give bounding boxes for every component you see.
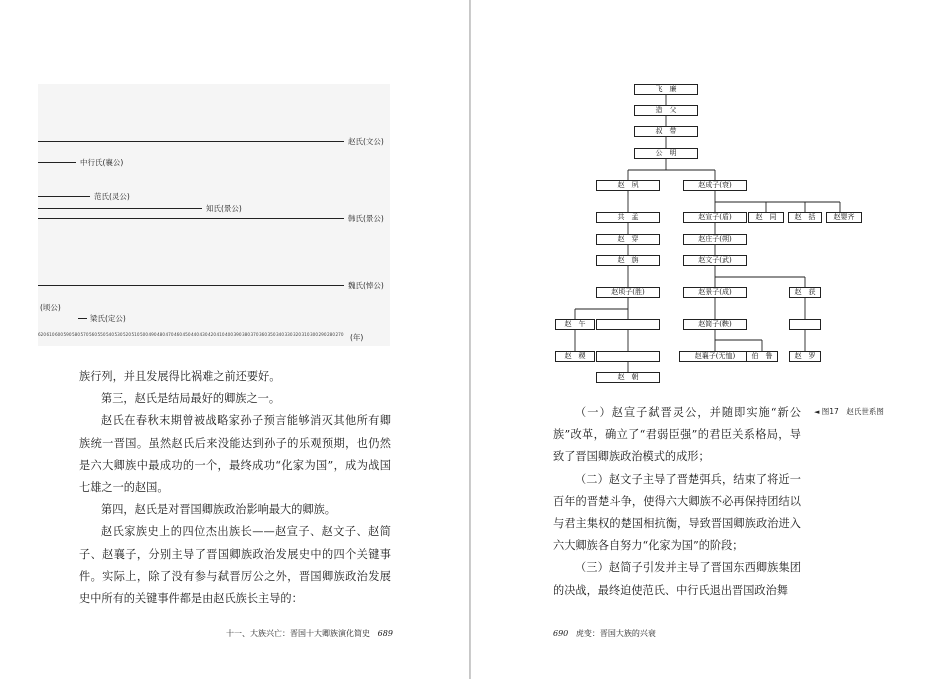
paragraph: 赵氏在春秋末期曾被战略家孙子预言能够消灭其他所有卿族统一晋国。虽然赵氏后来没能达到孙子的乐观预期，也仍然是六大卿族中最成功的一个，最终成功“化家为国”，成为战国七雄之一的赵国。 [79, 414, 391, 495]
tree-node-zhaowu: 赵 午 [555, 319, 595, 330]
timeline-year-tick: 610 [46, 332, 55, 337]
timeline-year-tick: 430 [199, 332, 208, 337]
caption-marker: ◄ [814, 408, 820, 416]
timeline-bar-han [38, 218, 344, 219]
timeline-year-tick: 310 [301, 332, 310, 337]
timeline-year-tick: 540 [106, 332, 114, 337]
timeline-year-tick: 320 [293, 332, 301, 337]
timeline-year-tick: 350 [267, 332, 276, 337]
timeline-year-tick: 330 [284, 332, 293, 337]
left-body-text [79, 366, 391, 610]
tree-node-zhaojianzi: 赵简子(鞅) [683, 319, 747, 330]
timeline-year-tick: 290 [318, 332, 327, 337]
running-title: 十一、大族兴亡：晋国十大卿族演化简史 [226, 629, 370, 638]
paragraph: 第四，赵氏是对晋国卿族政治影响最大的卿族。 [101, 503, 336, 517]
timeline-year-tick: 270 [335, 332, 344, 337]
paragraph: （三）赵简子引发并主导了晋国东西卿族集团的决战，最终迫使范氏、中行氏退出晋国政治舞 [553, 561, 801, 597]
tree-node-zhaojingzi: 赵景子(成) [683, 287, 747, 298]
right-body-text [553, 402, 801, 602]
paragraph: （一）赵宣子弑晋灵公，并随即实施“新公族”改革，确立了“君弱臣强”的君臣关系格局，导致了晋国卿族政治模式的成形； [553, 406, 801, 464]
figure-caption [814, 406, 884, 417]
timeline-year-tick: 360 [259, 332, 267, 337]
timeline-year-tick: 370 [250, 332, 259, 337]
left-page [0, 0, 470, 679]
timeline-bar-zhi [38, 208, 202, 209]
running-title: 虎变：晋国大族的兴衰 [575, 629, 656, 638]
timeline-label-qinggong: (顷公) [40, 303, 61, 312]
timeline-year-tick: 500 [140, 332, 148, 337]
tree-node-zhaochuan: 赵 穿 [596, 234, 660, 245]
tree-node-zhaokuo: 赵 括 [788, 212, 822, 223]
clan-timeline-figure [38, 84, 390, 346]
tree-node-zhaoluo: 赵 罗 [789, 351, 821, 362]
timeline-year-tick: 440 [191, 332, 199, 337]
timeline-label-liang: 梁氏(定公) [90, 314, 126, 323]
timeline-year-tick: 520 [123, 332, 131, 337]
tree-node-gongming: 公 明 [634, 148, 698, 159]
timeline-label-zhonghang: 中行氏(襄公) [80, 158, 124, 167]
zhao-genealogy-tree [550, 78, 870, 388]
tree-node-shudai: 叔 带 [634, 126, 698, 137]
timeline-year-tick: 580 [72, 332, 80, 337]
timeline-year-axis [38, 330, 390, 342]
tree-node-zhaozhao: 赵 朝 [596, 372, 660, 383]
paragraph: 第三，赵氏是结局最好的卿族之一。 [101, 392, 281, 406]
timeline-bar-zhonghang [38, 162, 76, 163]
caption-text: 图17 赵氏世系图 [821, 407, 884, 416]
tree-node-zhaotong: 赵 同 [748, 212, 784, 223]
timeline-year-tick: 300 [310, 332, 318, 337]
tree-node-blank [596, 351, 660, 362]
timeline-year-tick: 280 [327, 332, 335, 337]
paragraph: 赵氏家族史上的四位杰出族长——赵宣子、赵文子、赵简子、赵襄子，分别主导了晋国卿族政治发展史中的四个关键事件。实际上，除了没有参与弑晋厉公之外，晋国卿族政治发展史中所有的关键事件都是由赵氏族长主导的： [79, 525, 391, 606]
timeline-year-tick: 560 [89, 332, 97, 337]
timeline-year-tick: 380 [242, 332, 250, 337]
timeline-year-tick: 460 [174, 332, 182, 337]
tree-node-blank [596, 319, 660, 330]
page-number: 689 [377, 629, 393, 638]
timeline-year-tick: 450 [182, 332, 191, 337]
tree-node-zhaohuo: 赵 获 [789, 287, 821, 298]
tree-node-zhaoqingzi: 赵顷子(胜) [596, 287, 660, 298]
tree-node-blank [789, 319, 821, 330]
timeline-year-tick: 550 [97, 332, 106, 337]
timeline-label-zhao: 赵氏(文公) [348, 137, 384, 146]
tree-node-zhaosu: 赵 夙 [596, 180, 660, 191]
tree-node-feilian: 飞 廉 [634, 84, 698, 95]
left-footer [226, 628, 393, 639]
timeline-bar-wei [38, 285, 344, 286]
timeline-year-tick: 590 [63, 332, 72, 337]
timeline-bar-fan [38, 196, 90, 197]
paragraph: （二）赵文子主导了晋楚弭兵，结束了将近一百年的晋楚斗争，使得六大卿族不必再保持团结以与君主集权的楚国相抗衡，导致晋国卿族政治进入六大卿族各自努力“化家为国”的阶段； [553, 472, 801, 553]
timeline-bar-liang [78, 318, 87, 319]
tree-connectors [550, 78, 870, 388]
timeline-label-han: 韩氏(景公) [348, 214, 384, 223]
tree-node-zhaozhan: 赵 旃 [596, 255, 660, 266]
timeline-year-tick: 400 [225, 332, 233, 337]
right-footer [553, 628, 656, 639]
timeline-bar-zhao [38, 141, 344, 142]
timeline-unit-label: (年) [350, 333, 364, 342]
timeline-year-tick: 620 [38, 332, 46, 337]
tree-node-zhaowenzi: 赵文子(武) [683, 255, 747, 266]
timeline-year-tick: 570 [80, 332, 89, 337]
timeline-label-wei: 魏氏(悼公) [348, 281, 384, 290]
timeline-year-tick: 420 [208, 332, 216, 337]
tree-node-zhaoyingqi: 赵婴齐 [826, 212, 862, 223]
timeline-year-tick: 600 [55, 332, 63, 337]
tree-node-zaofu: 造 父 [634, 105, 698, 116]
timeline-year-tick: 480 [157, 332, 165, 337]
paragraph: 族行列，并且发展得比祸难之前还要好。 [79, 370, 281, 383]
timeline-year-tick: 510 [131, 332, 140, 337]
timeline-year-tick: 340 [276, 332, 284, 337]
tree-node-zhaoxiangzi: 赵襄子(无恤) [679, 351, 751, 362]
timeline-year-tick: 390 [233, 332, 242, 337]
tree-node-zhaoji: 赵 稷 [555, 351, 595, 362]
tree-node-bolu: 伯 鲁 [746, 351, 778, 362]
timeline-year-tick: 490 [148, 332, 157, 337]
tree-node-gongmeng: 共 孟 [596, 212, 660, 223]
timeline-label-zhi: 知氏(景公) [206, 204, 242, 213]
page-number: 690 [553, 629, 569, 638]
timeline-year-tick: 470 [165, 332, 174, 337]
timeline-year-tick: 530 [114, 332, 123, 337]
tree-node-zhaochengzi: 赵成子(衰) [683, 180, 747, 191]
timeline-label-fan: 范氏(灵公) [94, 192, 130, 201]
timeline-year-tick: 410 [216, 332, 225, 337]
tree-node-zhaoxuanzi: 赵宣子(盾) [683, 212, 747, 223]
tree-node-zhaozhuangzi: 赵庄子(朔) [683, 234, 747, 245]
